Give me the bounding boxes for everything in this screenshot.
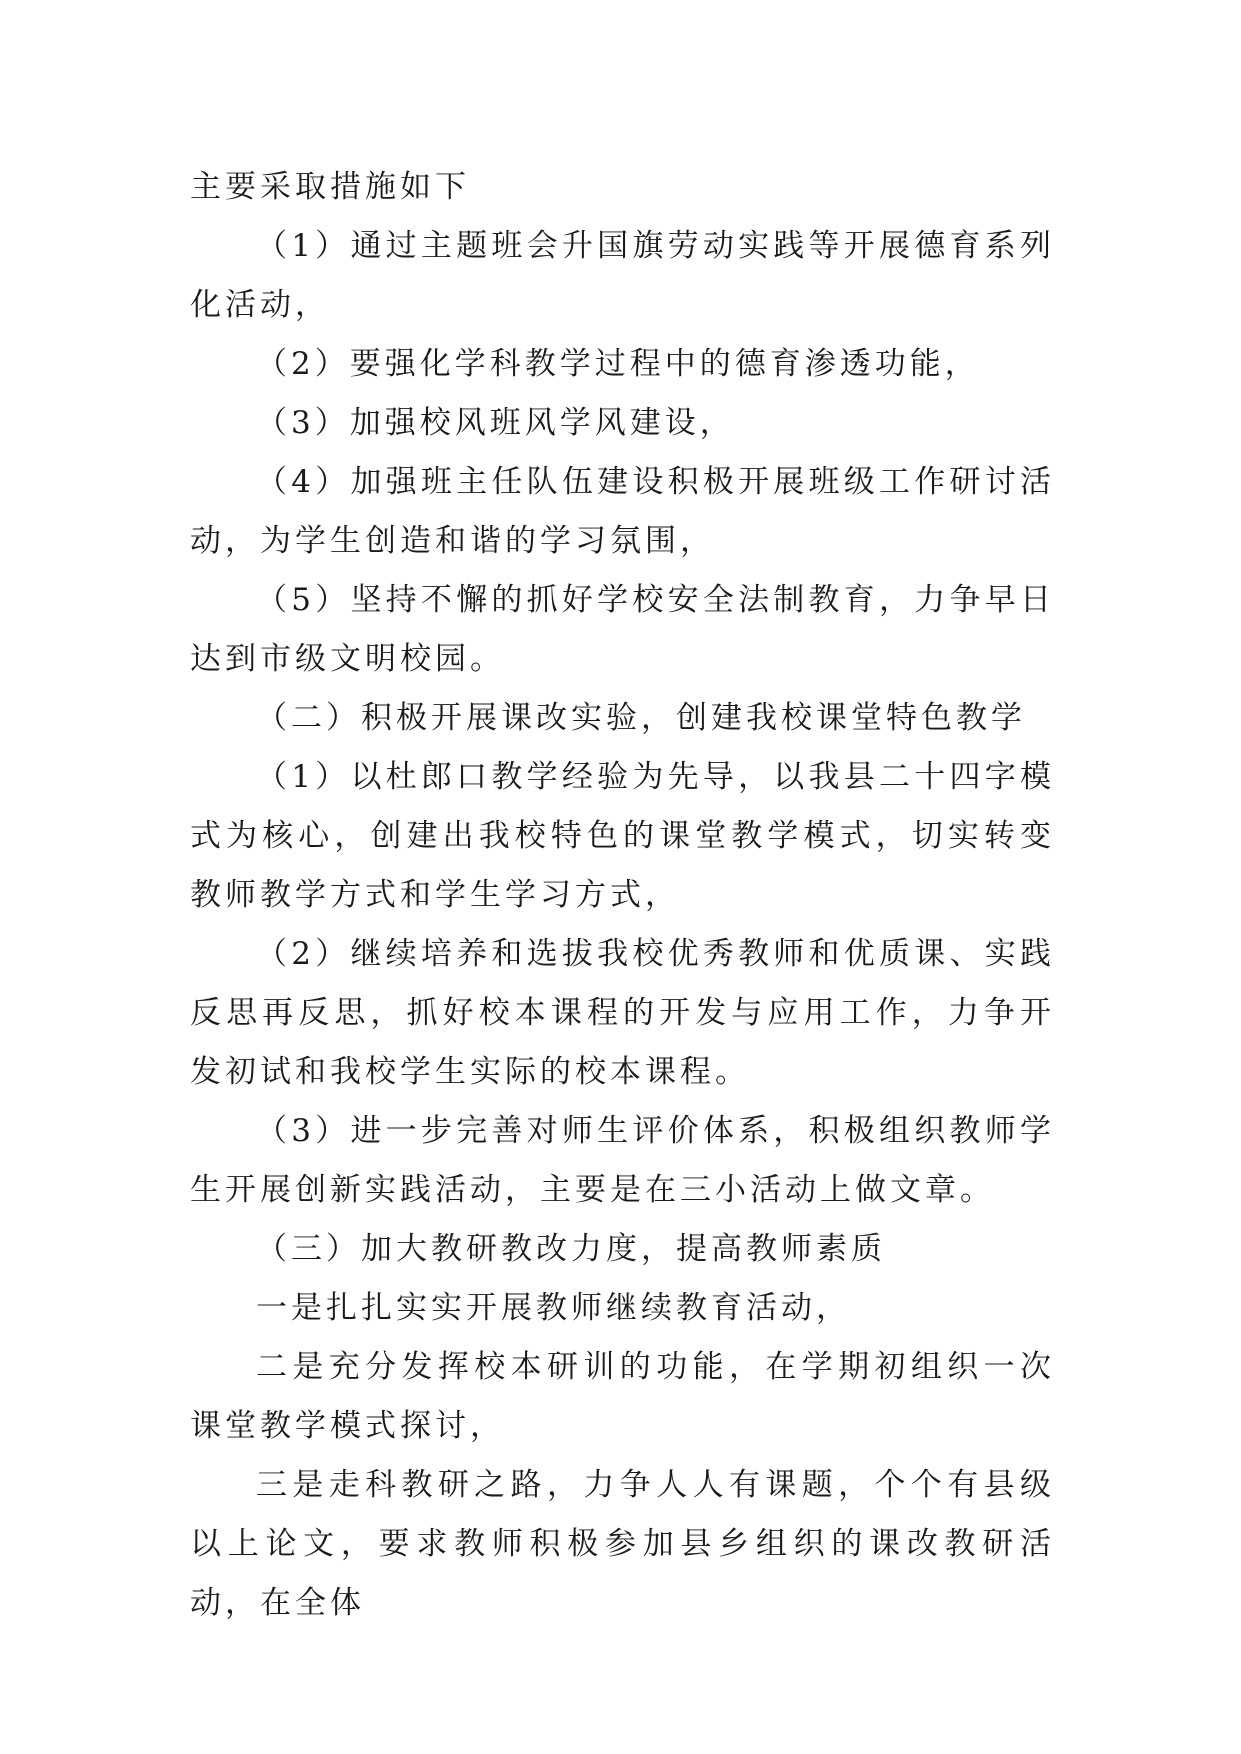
measure-item-2: （2）要强化学科教学过程中的德育渗透功能， — [256, 346, 980, 382]
research-item-1: 一是扎扎实实开展教师继续教育活动， — [256, 1290, 851, 1326]
section-heading-2: （二）积极开展课改实验，创建我校课堂特色教学 — [256, 700, 1026, 736]
reform-item-2: （2）继续培养和选拔我校优秀教师和优质课、实践反思再反思，抓好校本课程的开发与应用工作，力争开发初试和我校学生实际的校本课程。 — [190, 936, 1055, 1090]
measure-item-3: （3）加强校风班风学风建设， — [256, 405, 735, 441]
measure-item-4: （4）加强班主任队伍建设积极开展班级工作研讨活动，为学生创造和谐的学习氛围， — [190, 464, 1055, 559]
reform-item-1: （1）以杜郎口教学经验为先导，以我县二十四字模式为核心，创建出我校特色的课堂教学模式，切实转变教师教学方式和学生学习方式， — [190, 759, 1055, 913]
research-item-2: 二是充分发挥校本研训的功能，在学期初组织一次课堂教学模式探讨， — [190, 1349, 1055, 1444]
reform-item-3: （3）进一步完善对师生评价体系，积极组织教师学生开展创新实践活动，主要是在三小活动上做文章。 — [190, 1113, 1055, 1208]
intro-line: 主要采取措施如下 — [190, 169, 470, 205]
measure-item-5: （5）坚持不懈的抓好学校安全法制教育，力争早日达到市级文明校园。 — [190, 582, 1055, 677]
measure-item-1: （1）通过主题班会升国旗劳动实践等开展德育系列化活动， — [190, 228, 1055, 323]
research-item-3: 三是走科教研之路，力争人人有课题，个个有县级以上论文，要求教师积极参加县乡组织的课改教研活动，在全体 — [190, 1467, 1055, 1621]
document-body — [190, 158, 1055, 1633]
section-heading-3: （三）加大教研教改力度，提高教师素质 — [256, 1231, 886, 1267]
